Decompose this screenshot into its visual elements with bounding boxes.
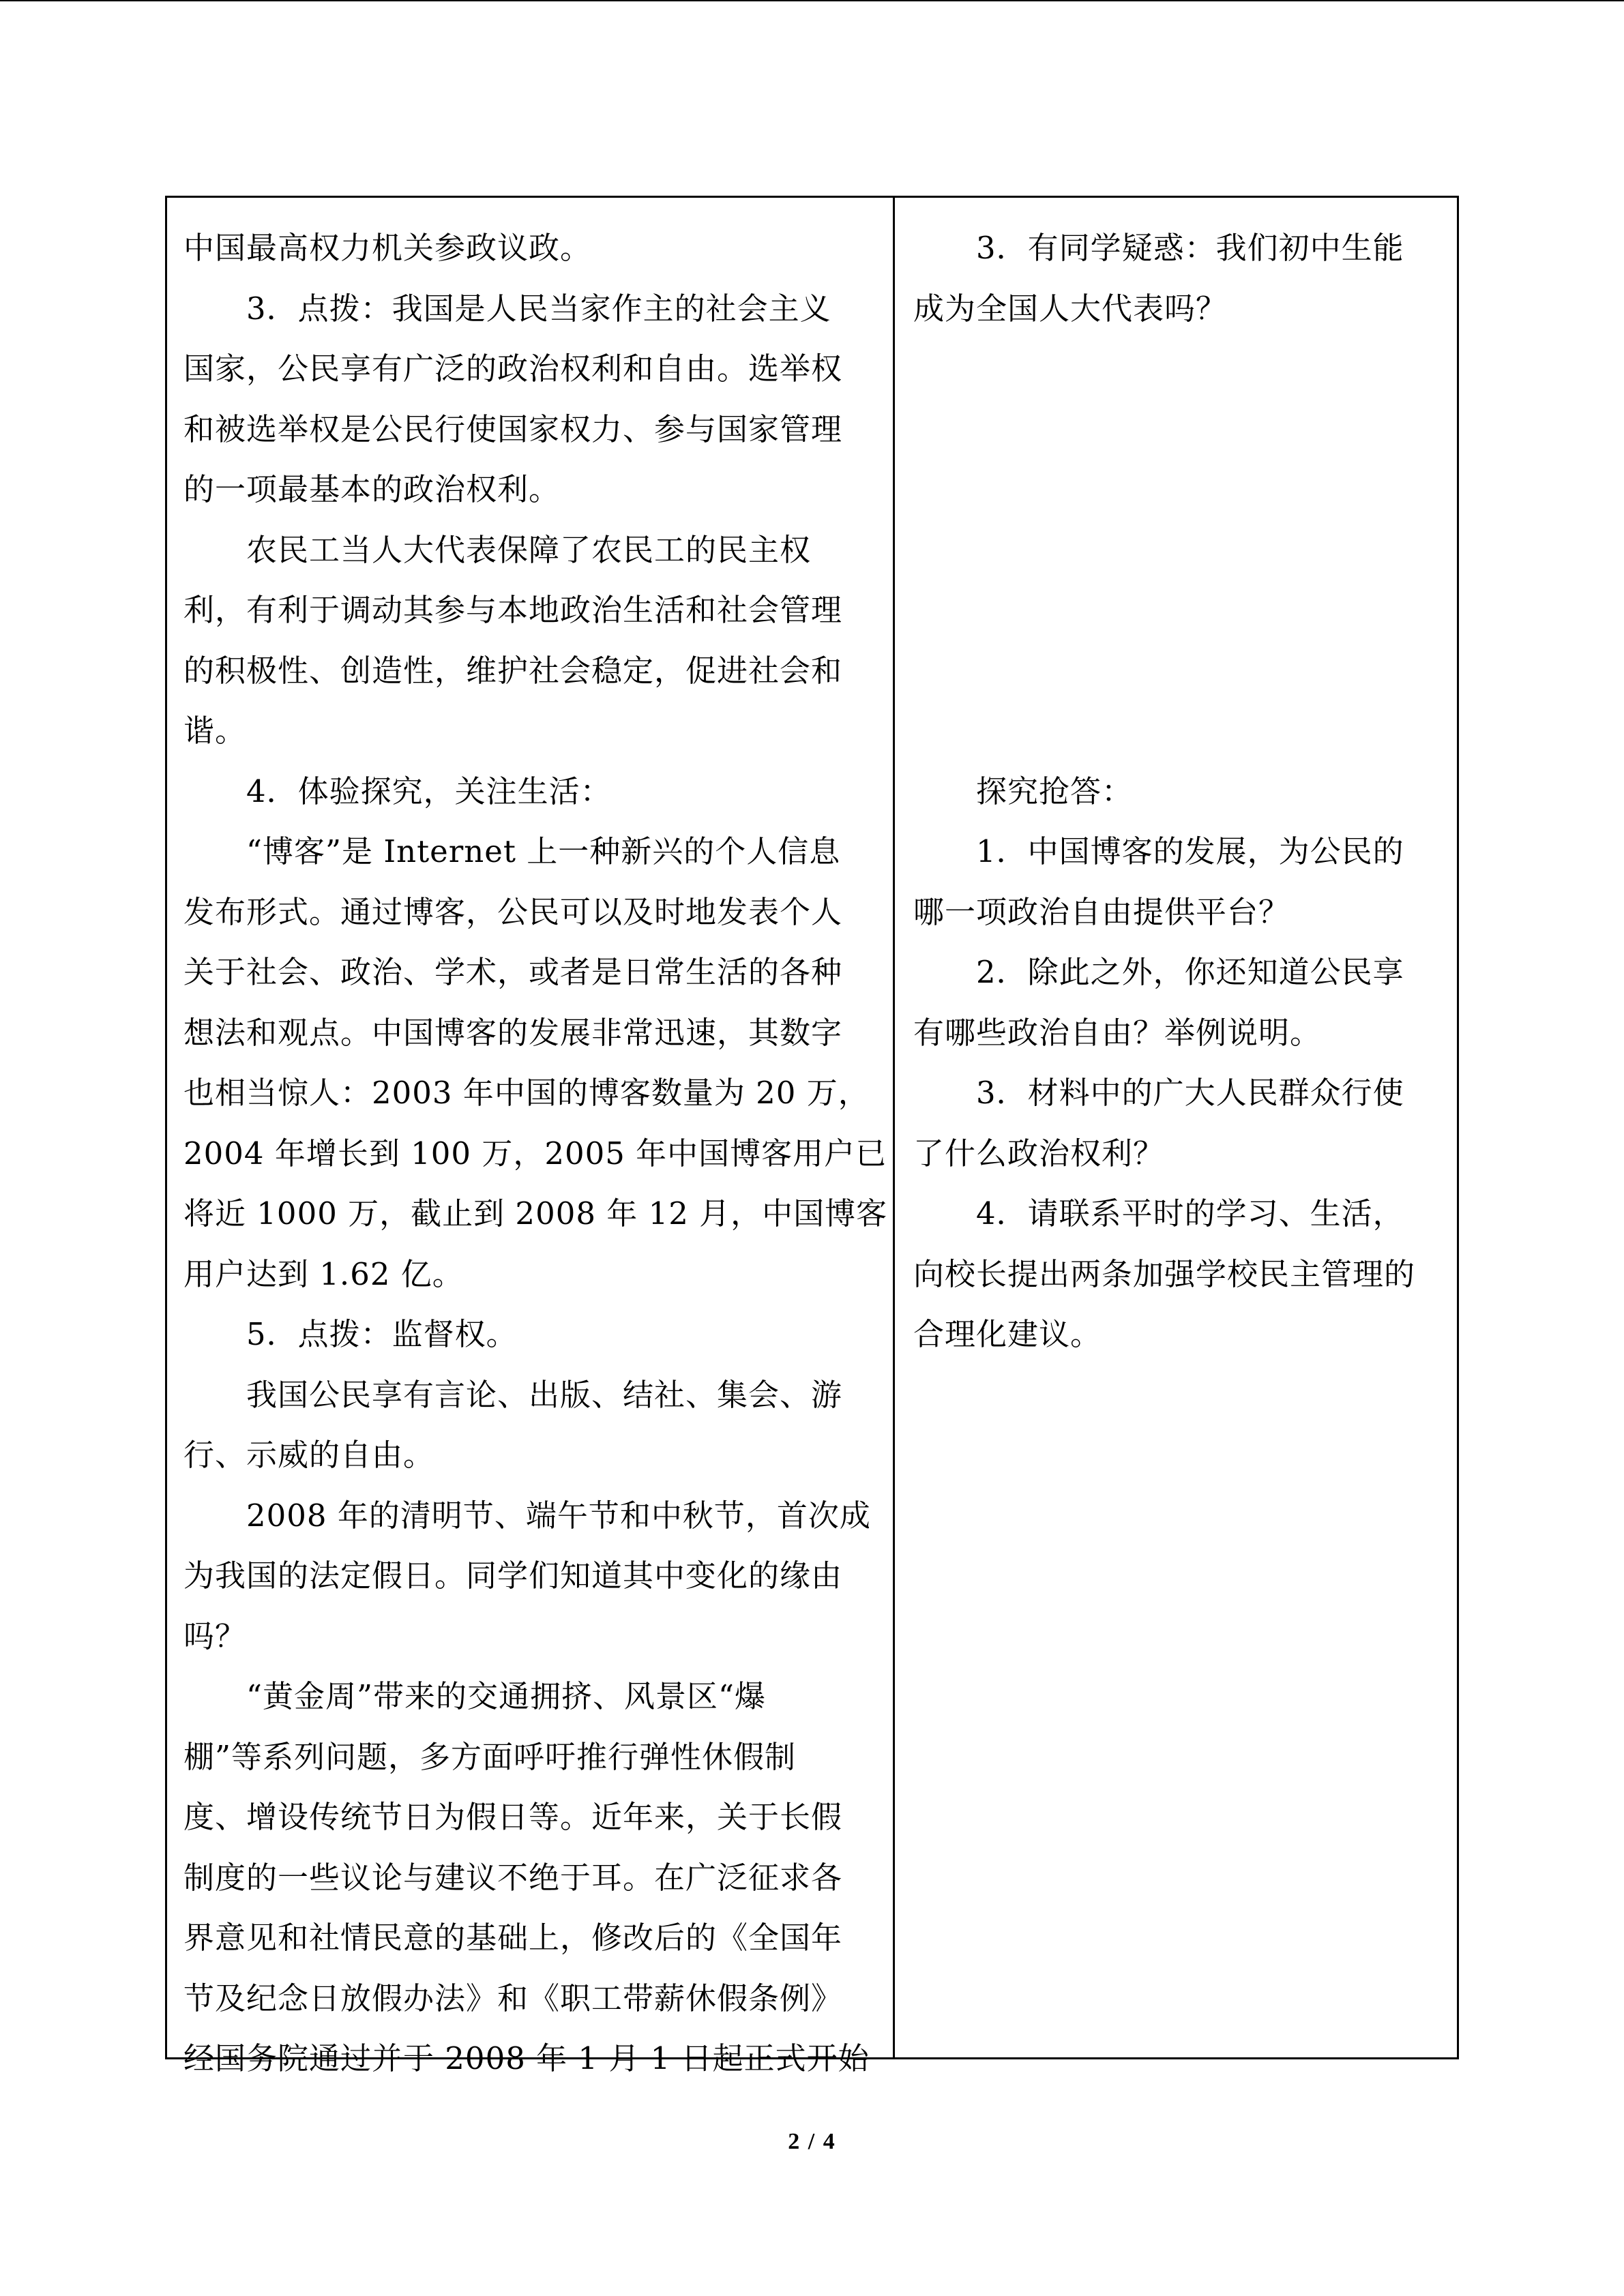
right-line: 了什么政治权利？ — [913, 1135, 1165, 1172]
left-line: 2004 年增长到 100 万，2005 年中国博客用户已 — [183, 1135, 887, 1172]
right-line: 向校长提出两条加强学校民主管理的 — [913, 1255, 1416, 1292]
right-line — [913, 460, 1436, 520]
left-line: 将近 1000 万，截止到 2008 年 12 月，中国博客 — [183, 1195, 888, 1232]
right-line — [913, 339, 1436, 400]
left-line: 关于社会、政治、学术，或者是日常生活的各种 — [183, 954, 843, 990]
lesson-table — [165, 196, 1459, 2076]
left-line: 也相当惊人：2003 年中国的博客数量为 20 万， — [183, 1075, 870, 1111]
left-line: 用户达到 1.62 亿。 — [183, 1255, 464, 1292]
right-line: 哪一项政治自由提供平台？ — [913, 893, 1290, 930]
left-line: 度、增设传统节日为假日等。近年来，关于长假 — [183, 1799, 843, 1835]
left-line: 界意见和社情民意的基础上，修改后的《全国年 — [183, 1920, 843, 1956]
left-line: 为我国的法定假日。同学们知道其中变化的缘由 — [183, 1557, 843, 1594]
left-line: 谐。 — [183, 713, 247, 749]
right-line — [913, 641, 1436, 702]
right-line — [913, 580, 1436, 641]
left-line: 节及纪念日放假办法》和《职工带薪休假条例》 — [183, 1980, 843, 2016]
right-line — [913, 520, 1436, 581]
left-line: 发布形式。通过博客，公民可以及时地发表个人 — [183, 893, 843, 930]
student-activity-column — [895, 198, 1457, 2057]
left-line: 3．点拨：我国是人民当家作主的社会主义 — [183, 290, 831, 327]
page-number: 2 / 4 — [788, 2129, 836, 2154]
left-line: 农民工当人大代表保障了农民工的民主权 — [183, 531, 812, 568]
right-line: 成为全国人大代表吗？ — [913, 290, 1228, 327]
left-line: 棚”等系列问题，多方面呼吁推行弹性休假制 — [183, 1738, 797, 1775]
left-line: 想法和观点。中国博客的发展非常迅速，其数字 — [183, 1014, 843, 1051]
right-line: 探究抢答： — [913, 773, 1134, 809]
left-line: 5．点拨：监督权。 — [183, 1316, 518, 1352]
teacher-activity-column — [167, 198, 895, 2076]
right-line: 4．请联系平时的学习、生活， — [913, 1195, 1404, 1232]
left-line: 4．体验探究，关注生活： — [183, 773, 612, 809]
right-line: 有哪些政治自由？举例说明。 — [913, 1014, 1322, 1051]
left-line: 行、示威的自由。 — [183, 1437, 435, 1473]
right-line: 3．有同学疑惑：我们初中生能 — [913, 230, 1404, 266]
left-line: 的一项最基本的政治权利。 — [183, 471, 561, 507]
right-line: 合理化建议。 — [913, 1316, 1102, 1352]
left-line: “黄金周”带来的交通拥挤、风景区“爆 — [183, 1678, 767, 1714]
left-line: 吗？ — [183, 1617, 247, 1654]
right-line: 2．除此之外，你还知道公民享 — [913, 954, 1404, 990]
right-line — [913, 701, 1436, 762]
left-line: 利，有利于调动其参与本地政治生活和社会管理 — [183, 592, 843, 628]
right-line: 1．中国博客的发展，为公民的 — [913, 833, 1404, 869]
left-line: “博客”是 Internet 上一种新兴的个人信息 — [183, 833, 841, 869]
left-line: 中国最高权力机关参政议政。 — [183, 230, 592, 266]
left-line: 的积极性、创造性，维护社会稳定，促进社会和 — [183, 652, 843, 689]
left-line: 经国务院通过并于 2008 年 1 月 1 日起正式开始 — [183, 2040, 870, 2076]
left-line: 制度的一些议论与建议不绝于耳。在广泛征求各 — [183, 1859, 843, 1896]
page-top-border — [0, 0, 1624, 1]
left-line: 我国公民享有言论、出版、结社、集会、游 — [183, 1376, 843, 1413]
left-line: 2008 年的清明节、端午节和中秋节，首次成 — [183, 1497, 871, 1534]
left-line: 和被选举权是公民行使国家权力、参与国家管理 — [183, 411, 843, 447]
right-line: 3．材料中的广大人民群众行使 — [913, 1075, 1404, 1111]
right-line — [913, 400, 1436, 460]
left-line: 国家，公民享有广泛的政治权利和自由。选举权 — [183, 351, 843, 387]
